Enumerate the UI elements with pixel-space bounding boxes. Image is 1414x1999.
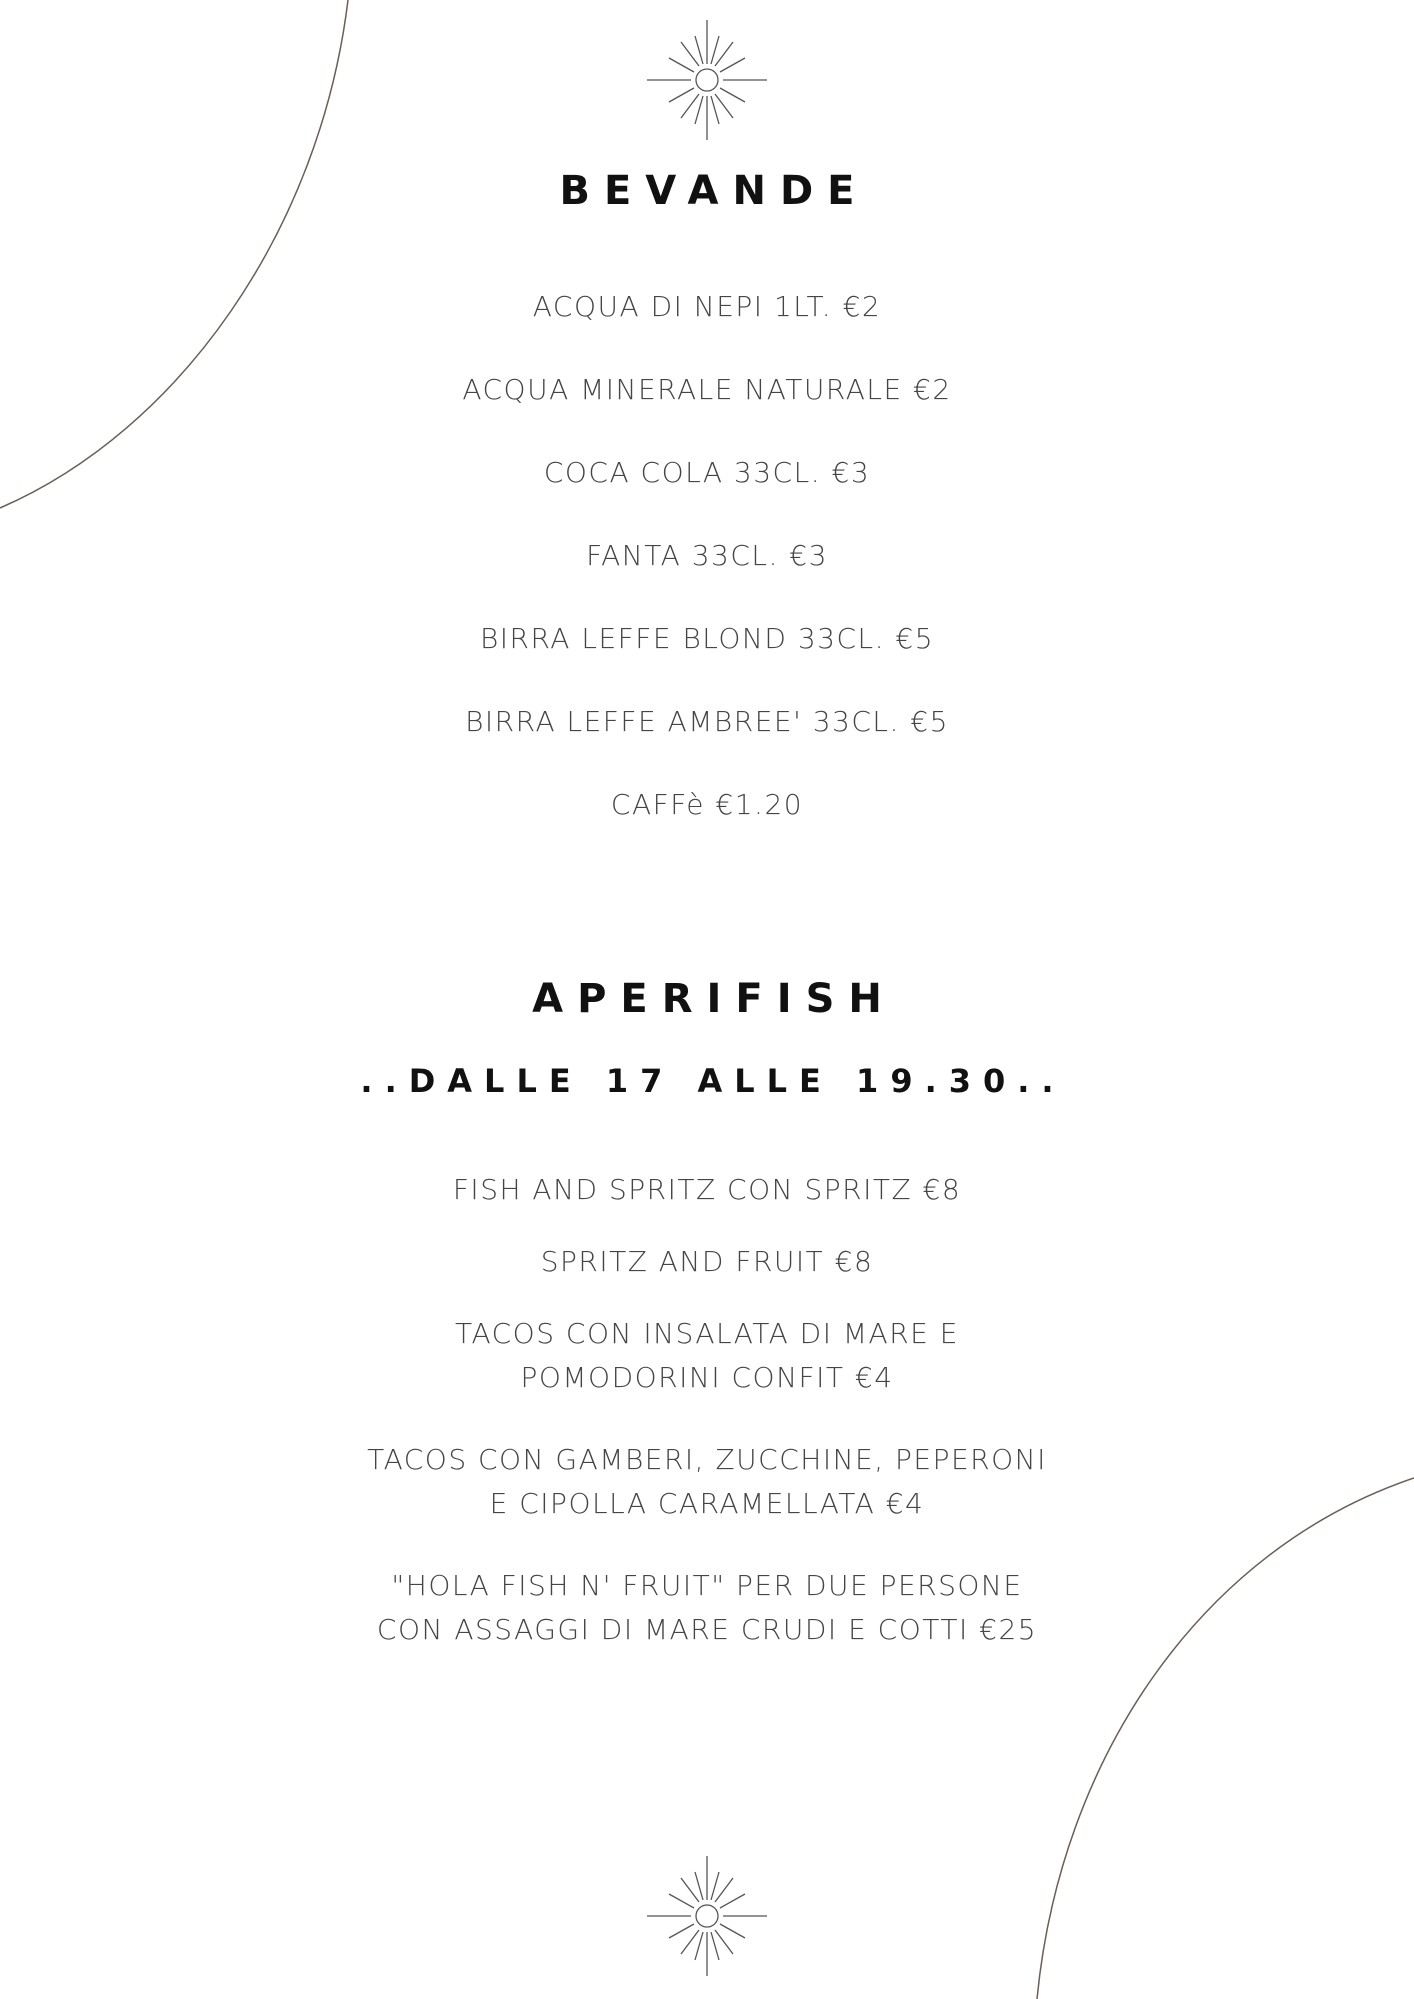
menu-item: SPRITZ AND FRUIT €8: [540, 1245, 874, 1278]
aperifish-hours: ..DALLE 17 ALLE 19.30..: [360, 1062, 1066, 1100]
sun-icon: [647, 1856, 767, 1976]
menu-item: BIRRA LEFFE BLOND 33CL. €5: [479, 622, 935, 655]
menu-item: FANTA 33CL. €3: [586, 539, 828, 572]
menu-item: "HOLA FISH N' FRUIT" PER DUE PERSONE CON ASSAGGI DI MARE CRUDI E COTTI €25: [376, 1569, 1038, 1646]
menu-item: TACOS CON INSALATA DI MARE E POMODORINI CONFIT €4: [455, 1317, 959, 1394]
menu-item: TACOS CON GAMBERI, ZUCCHINE, PEPERONI E CIPOLLA CARAMELLATA €4: [367, 1443, 1047, 1520]
menu-item: COCA COLA 33CL. €3: [543, 456, 871, 489]
menu-item: BIRRA LEFFE AMBREE' 33CL. €5: [465, 705, 949, 738]
menu-item: ACQUA DI NEPI 1LT. €2: [532, 290, 882, 323]
section-title-aperifish: APERIFISH: [532, 976, 896, 1022]
aperifish-list: [0, 1168, 1414, 1690]
menu-item: FISH AND SPRITZ CON SPRITZ €8: [452, 1173, 962, 1206]
menu-item: CAFFè €1.20: [610, 788, 804, 821]
menu-item: ACQUA MINERALE NATURALE €2: [462, 373, 952, 406]
drinks-list: [0, 285, 1414, 866]
sun-icon: [647, 20, 767, 140]
section-title-drinks: BEVANDE: [559, 168, 869, 214]
